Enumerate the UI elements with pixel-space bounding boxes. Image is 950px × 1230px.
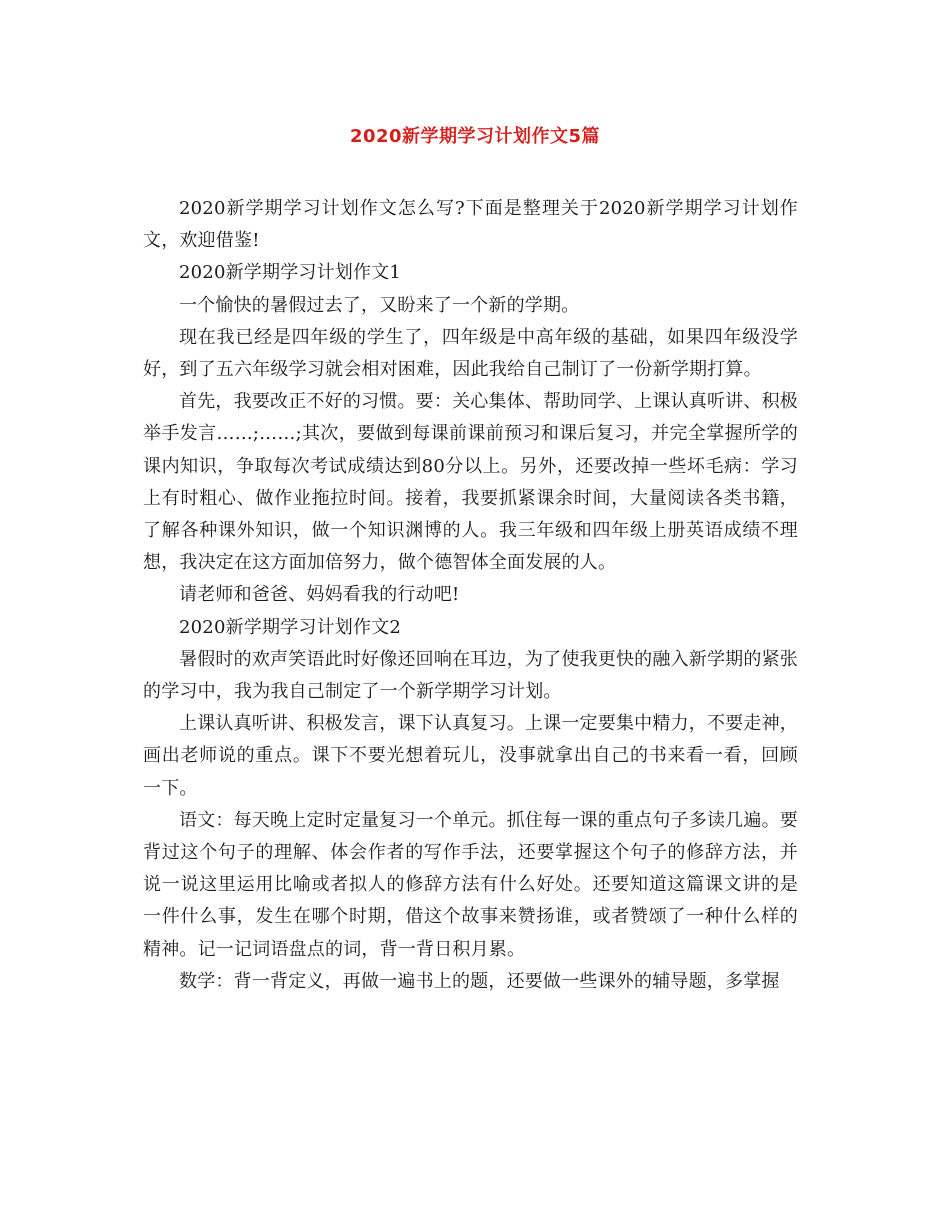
paragraph: 上课认真听讲、积极发言，课下认真复习。上课一定要集中精力，不要走神，画出老师说的重点。课下不要光想着玩儿，没事就拿出自己的书来看一看，回顾一下。: [143, 713, 798, 799]
document-title: 2020新学期学习计划作文5篇: [349, 126, 601, 147]
paragraph: 数学：背一背定义，再做一遍书上的题，还要做一些课外的辅导题，多掌握: [179, 970, 780, 992]
document-body: [143, 193, 798, 998]
paragraph: 首先，我要改正不好的习惯。要：关心集体、帮助同学、上课认真听讲、积极举手发言……;……;其次，要做到每课前课前预习和课后复习，并完全掌握所学的课内知识，争取每次考试成绩达到80分以上。另外，还要改掉一些坏毛病：学习上有时粗心、做作业拖拉时间。接着，我要抓紧课余时间，大量阅读各类书籍，了解各种课外知识，做一个知识渊博的人。我三年级和四年级上册英语成绩不理想，我决定在这方面加倍努力，做个德智体全面发展的人。: [143, 391, 798, 574]
section-heading-2: 2020新学期学习计划作文2: [179, 616, 402, 638]
paragraph-intro: 2020新学期学习计划作文怎么写?下面是整理关于2020新学期学习计划作文，欢迎借鉴!: [143, 198, 798, 252]
paragraph: 请老师和爸爸、妈妈看我的行动吧!: [179, 584, 460, 606]
paragraph: 暑假时的欢声笑语此时好像还回响在耳边，为了使我更快的融入新学期的紧张的学习中，我为我自己制定了一个新学期学习计划。: [143, 648, 798, 703]
paragraph: 现在我已经是四年级的学生了，四年级是中高年级的基础，如果四年级没学好，到了五六年级学习就会相对困难，因此我给自己制订了一份新学期打算。: [143, 326, 798, 381]
paragraph: 一个愉快的暑假过去了，又盼来了一个新的学期。: [179, 294, 580, 316]
section-heading-1: 2020新学期学习计划作文1: [179, 262, 402, 284]
paragraph: 语文：每天晚上定时定量复习一个单元。抓住每一课的重点句子多读几遍。要背过这个句子的理解、体会作者的写作手法，还要掌握这个句子的修辞方法，并说一说这里运用比喻或者拟人的修辞方法有什么好处。还要知道这篇课文讲的是一件什么事，发生在哪个时期，借这个故事来赞扬谁，或者赞颂了一种什么样的精神。记一记词语盘点的词，背一背日积月累。: [143, 809, 798, 960]
